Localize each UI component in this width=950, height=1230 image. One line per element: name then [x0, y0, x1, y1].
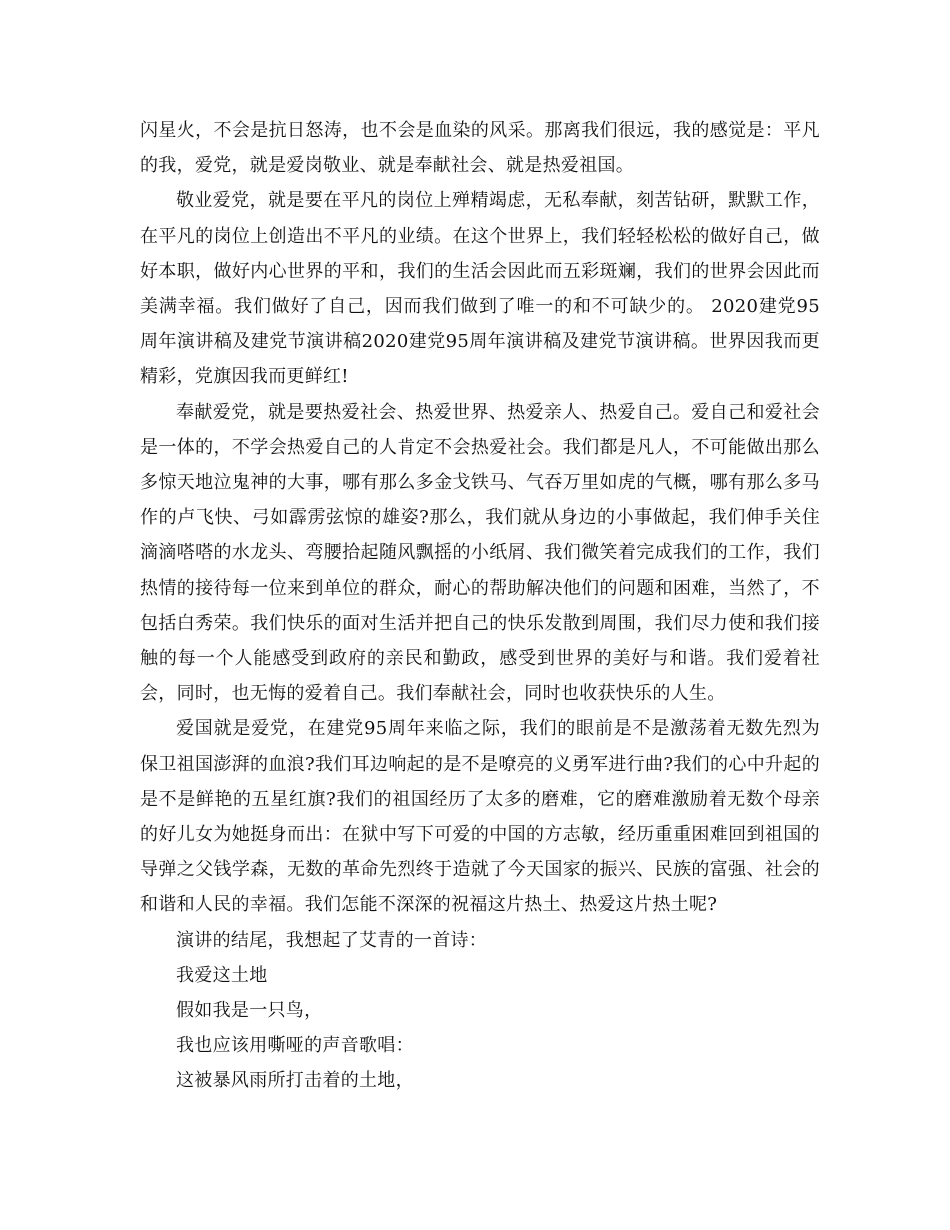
paragraph-patriotism: 爱国就是爱党，在建党95周年来临之际，我们的眼前是不是激荡着无数先烈为保卫祖国澎湃的血浪?我们耳边响起的是不是嘹亮的义勇军进行曲?我们的心中升起的是不是鲜艳的五星红旗?我们的祖国经历了太多的磨难，它的磨难激励着无数个母亲的好儿女为她挺身而出：在狱中写下可爱的中国的方志敏，经历重重困难回到祖国的导弹之父钱学森，无数的革命先烈终于造就了今天国家的振兴、民族的富强、社会的和谐和人民的幸福。我们怎能不深深的祝福这片热土、热爱这片热土呢?: [140, 718, 820, 916]
poem-line: 这被暴风雨所打击着的土地，: [176, 1070, 414, 1092]
poem-title: 我爱这土地: [176, 964, 268, 986]
poem-line: 假如我是一只鸟，: [176, 1000, 323, 1022]
document-body: [140, 113, 820, 1099]
paragraph-dedication: 敬业爱党，就是要在平凡的岗位上殚精竭虑，无私奉献，刻苦钻研，默默工作，在平凡的岗位上创造出不平凡的业绩。在这个世界上，我们轻轻松松的做好自己，做好本职，做好内心世界的平和，我们的生活会因此而五彩斑斓，我们的世界会因此而美满幸福。我们做好了自己，因而我们做到了唯一的和不可缺少的。 2020建党95周年演讲稿及建党节演讲稿2020建党95周年演讲稿及建党节演讲稿。世界因我而更精彩，党旗因我而更鲜红!: [140, 190, 820, 388]
paragraph-closing-intro: 演讲的结尾，我想起了艾青的一首诗：: [176, 929, 488, 951]
paragraph-continuation: 闪星火，不会是抗日怒涛，也不会是血染的风采。那离我们很远，我的感觉是：平凡的我，爱党，就是爱岗敬业、就是奉献社会、就是热爱祖国。: [140, 120, 820, 177]
poem-line: 我也应该用嘶哑的声音歌唱：: [176, 1035, 414, 1057]
paragraph-contribution: 奉献爱党，就是要热爱社会、热爱世界、热爱亲人、热爱自己。爱自己和爱社会是一体的，不学会热爱自己的人肯定不会热爱社会。我们都是凡人，不可能做出那么多惊天地泣鬼神的大事，哪有那么多金戈铁马、气吞万里如虎的气概，哪有那么多马作的卢飞快、弓如霹雳弦惊的雄姿?那么，我们就从身边的小事做起，我们伸手关住滴滴嗒嗒的水龙头、弯腰拾起随风飘摇的小纸屑、我们微笑着完成我们的工作，我们热情的接待每一位来到单位的群众，耐心的帮助解决他们的问题和困难，当然了，不包括白秀荣。我们快乐的面对生活并把自己的快乐发散到周围，我们尽力使和我们接触的每一个人能感受到政府的亲民和勤政，感受到世界的美好与和谐。我们爱着社会，同时，也无悔的爱着自己。我们奉献社会，同时也收获快乐的人生。: [140, 401, 820, 705]
